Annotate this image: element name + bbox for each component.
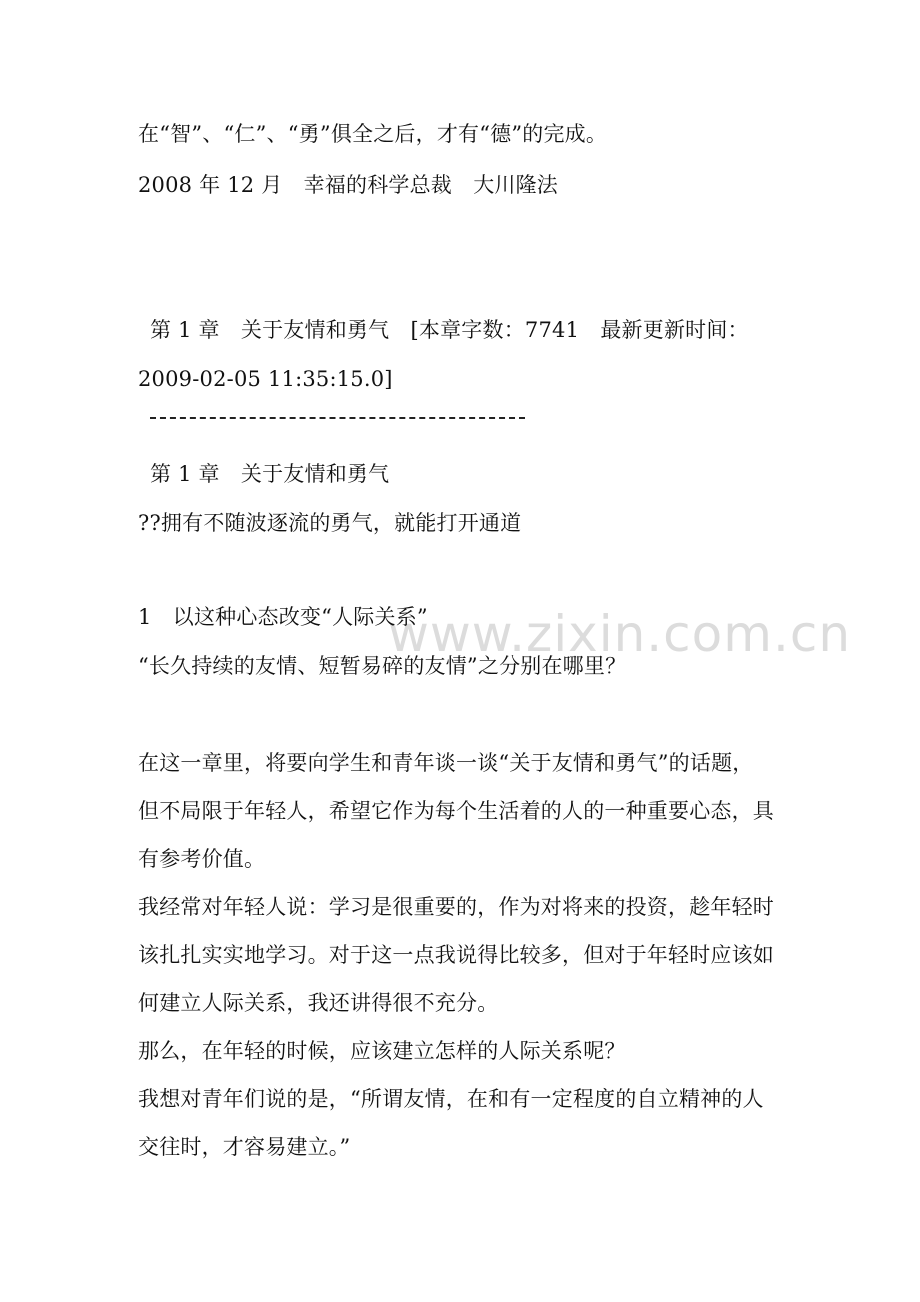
chapter-title: 第 1 章 关于友情和勇气 xyxy=(150,462,390,486)
watermark: www.zixin.com.cn xyxy=(388,605,852,663)
paragraph-line: 但不局限于年轻人，希望它作为每个生活着的人的一种重要心态，具 xyxy=(138,799,774,823)
paragraph-line: 我想对青年们说的是，“所谓友情，在和有一定程度的自立精神的人 xyxy=(138,1087,764,1111)
paragraph-line: 该扎扎实实地学习。对于这一点我说得比较多，但对于年轻时应该如 xyxy=(138,943,774,967)
paragraph-line: 在这一章里，将要向学生和青年谈一谈“关于友情和勇气”的话题， xyxy=(138,751,754,775)
signature-line: 2008 年 12 月 幸福的科学总裁 大川隆法 xyxy=(138,173,558,197)
chapter-subtitle: ??拥有不随波逐流的勇气，就能打开通道 xyxy=(138,511,522,535)
paragraph-line: 有参考价值。 xyxy=(138,847,266,871)
paragraph-line: 那么，在年轻的时候，应该建立怎样的人际关系呢？ xyxy=(138,1039,626,1063)
paragraph-line: 在“智”、“仁”、“勇”俱全之后，才有“德”的完成。 xyxy=(138,122,608,146)
section-heading: 1 以这种心态改变“人际关系” xyxy=(138,605,428,629)
paragraph-line: 交往时，才容易建立。” xyxy=(138,1135,351,1159)
chapter-header-line: 第 1 章 关于友情和勇气 [本章字数：7741 最新更新时间： xyxy=(150,318,749,342)
separator-line xyxy=(150,417,525,419)
section-subheading: “长久持续的友情、短暂易碎的友情”之分别在哪里？ xyxy=(138,654,627,678)
chapter-timestamp-line: 2009-02-05 11:35:15.0] xyxy=(138,367,393,391)
paragraph-line: 何建立人际关系，我还讲得很不充分。 xyxy=(138,991,499,1015)
paragraph-line: 我经常对年轻人说：学习是很重要的，作为对将来的投资，趁年轻时 xyxy=(138,895,774,919)
